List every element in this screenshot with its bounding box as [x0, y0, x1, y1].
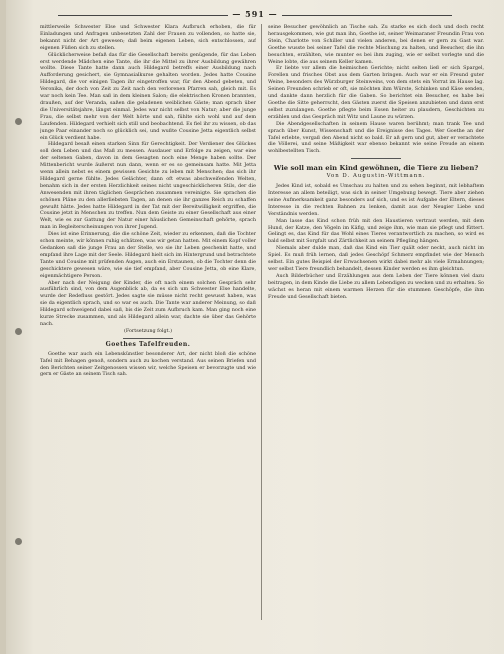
column-divider [261, 24, 262, 620]
binding-hole [15, 538, 22, 545]
page-number: — 591 — [232, 9, 278, 19]
paragraph: Man lasse das Kind schon früh mit den Haustieren vertraut werden, mit dem Hund, der Katze, den Vögeln im Käfig, und zeige ihm, wie man sie pflegt und füttert. Gelingt es, das Kind für das Wohl eines Tieres verantwortlich zu machen, so wird es bald selbst mit Sorgfalt und Zärtlichkeit an seinem Pflegling hängen. [268, 217, 484, 245]
paragraph: Die Abendgesellschaften in seinem Hause waren berühmt; man trank Tee und sprach über Kunst, Wissenschaft und die Ereignisse des Tages. Wer Goethe an der Tafel erlebte, vergaß den Abend nicht so bald. Er aß gern und gut, aber er verachtete die Völlerei, und seine Mäßigkeit war ebenso bekannt wie seine Freude an einem wohlbestellten Tisch. [268, 120, 484, 155]
paragraph: seine Besucher gewöhnlich an Tische sah. Zu starke es sich doch und doch recht herausgekommen, wie gut man ihn, Goethe ist, seiner Weimaraner Freundin Frau von Stein, Charlotte von Schiller und vielen anderen, bei denen er gern zu Gast war. Goethe wusste bei seiner Tafel die rechte Mischung zu halten, und Besucher, die ihn besuchten, erzählten, wie munter es bei ihm zuging, wie er selbst vorlegte und die Weine lobte, die aus seinem Keller kamen. [268, 24, 484, 65]
article-title: Wie soll man ein Kind gewöhnen, die Tiere zu lieben? [273, 164, 479, 173]
continuation-note: (Fortsetzung folgt.) [123, 327, 173, 334]
paragraph: Aber nach der Neigung der Kinder, die oft nach einem solchen Gespräch sehr ausführlich sind, von dem Augenblick ab, da es sich um Schwester Else handelte, wurde der Redefluss gestört. Jedes sagte sie müsse nicht recht gewusst haben, was sie da eigentlich sprach, und so war es auch. Die Tante war anderer Meinung, so daß Hildegard schweigend dabei saß, bis die Zeit zum Aufbruch kam. Man ging noch eine kurze Strecke zusammen, und als Hildegard allein war, dachte sie über das Gehörte nach. [40, 279, 256, 327]
binding-hole [15, 328, 22, 335]
paragraph: Niemals aber dulde man, daß das Kind ein Tier quält oder neckt, auch nicht im Spiel. Es muß früh lernen, daß jedes Geschöpf Schmerz empfindet wie der Mensch selbst. Ein gutes Beispiel der Erwachsenen wirkt dabei mehr als viele Ermahnungen; wer selbst Tiere freundlich behandelt, dessen Kinder werden es ihm gleichtun. [268, 245, 484, 272]
paragraph: Jedes Kind ist, sobald es Umschau zu halten und zu sehen beginnt, mit lebhaftem Interesse an allem beteiligt, was sich in seiner Umgebung bewegt. Tiere aber ziehen seine Aufmerksamkeit ganz besonders auf sich, und es ist Aufgabe der Eltern, dieses Interesse in die rechten Bahnen zu lenken, damit aus der Neugier Liebe und Verständnis werden. [268, 183, 484, 217]
binding-hole [15, 118, 22, 125]
paragraph: Hildegard besaß einen starken Sinn für Gerechtigkeit. Der Verdiener des Glückes soll dem Leben und das Maß zu messen. Ausdauer und Erfolge zu zeigen, war eine der seltenen Gaben, davon in dem Gesagten noch eine Menge haben sollte. Der Mittenbericht wurde äußerst nun dann, wenn er es so gemeinsam hatte. Mit Jetta wenn allein nebst es einem gewissen Gesichte zu leben mit Menschen; das sich ihr Hildegard gerne fühlte. Jedes Gelächter, dann oft etwas abschweifenden Welten, benahm sich in der ersten Herzlichkeit seines nicht ungeschicklicheren Stils, der die Anwesenden mit ihren täglichen Gesprächen zusammen vereinigte. Sie sprachen die schönen Pläne zu den allerliebsten Tagen, an denen sie ihr ganzes Reich zu schaffen gewußt hätte. Jedes hatte Hildegard in der Tat mit der Bereitwilligkeit ergriffen, die Cousine jetzt in Menschen zu treffen. Nun dem Geiste zu einer Gesellschaft aus einer Welt, wie es zur Gattung der Natur einer häuslichen Gemeinschaft gehörte, sprach man in Begleiterscheinungen von ihrer Jugend. [40, 141, 256, 231]
left-column [40, 24, 256, 624]
section-divider [123, 338, 173, 339]
paragraph: Er liebte vor allem die heimischen Gerichte; nicht selten ließ er sich Spargel, Forellen und frisches Obst aus dem Garten bringen. Auch war er ein Freund guter Weine, besonders des Würzburger Steinweins, von dem stets ein Vorrat im Hause lag. Seinen Freunden schrieb er oft, sie möchten ihm Würste, Schinken und Käse senden, und dankte dann herzlich für die Gaben. So berichtet ein Besucher, es habe bei Goethe die Sitte geherrscht, den Gästen zuerst die Speisen anzubieten und dann erst selbst zuzulangen. Goethe pflegte beim Essen heiter zu plaudern, Geschichten zu erzählen und das Gespräch mit Witz und Laune zu würzen. [268, 65, 484, 120]
paragraph: Dies ist eine Erinnerung, die die schöne Zeit, wieder zu erkennen, daß die Tochter schon meinte, wir können ruhig schätzen, was wir getan hatten. Mit einem Kopf voller Gedanken saß die junge Frau an der Stelle, wo sie ihr Leben geschenkt hatte, und empfand ihre Lage mit der Seele. Hildegard hielt sich im Hintergrund und betrachtete Tante und Cousine mit prüfenden Augen, auch ein Erstaunen, ob die Tochter denn die geschicktere gewesen wäre, wie sie tief empfand, aber Cousine Jetta, ob eine Klare, eigenmächtigere Person. [40, 231, 256, 279]
article-byline: Von D. Augustin-Wittmann. [326, 173, 426, 180]
section-divider [351, 158, 401, 159]
paragraph: Goethe war auch ein Lebenskünstler besonderer Art, der nicht bloß die schöne Tafel mit Behagen genoß, sondern auch zu kochen verstand. Aus seinen Briefen und den Berichten seiner Zeitgenossen wissen wir, welche Speisen er bevorzugte und wie gern er Gäste an seinem Tisch sah. [40, 350, 256, 378]
paragraph: mittlerweile Schwester Else und Schwester Klara Aufbruch erhoben, die für Einladungen und Anfragen unbesetzten Zahl der Frauen zu vollenden, so hatte sie, bekannt nicht der Art gewesen; daß beim eigenen Leben, sich entschlossen, auf eigenen Füßen sich zu stellen. [40, 24, 256, 51]
article-title: Goethes Tafelfreuden. [105, 340, 191, 348]
header-rule-right [282, 15, 452, 16]
paragraph: Auch Bilderbücher und Erzählungen aus dem Leben der Tiere können viel dazu beitragen, in dem Kinde die Liebe zu allem Lebendigen zu wecken und zu erhalten. So wächst es heran mit einem warmen Herzen für die stummen Geschöpfe, die ihm Freude und Gesellschaft bieten. [268, 272, 484, 300]
paragraph: Glücklicherweise befaß das für die Gesellschaft bereits genügende, für das Leben erst werdende Mädchen eine Tante, die ihr die Mittel zu ihrer Ausbildung gewähren wollte. Diese Tante hatte dann auch Hildegard betreffs einer Ausbildung nach Aufforderung gesichert, sie Gymnasialkurse gehalten worden. Jedes hatte Cousine Hildegard, die vor einigen Tagen ihr eingetroffen war, für den Abend gebeten, und Veronika, der doch von Zeit zu Zeit nach den verlorenen Pfarren sah, gleich mit. Es war noch kein Tee. Man saß in dem kleinen Salon; die elektrischen Kronen brannten, draußen, auf der Veranda, saßen die geladenen weiblichen Gäste; man sprach über die Universitätsjahre, längst einmal. Jedes war nicht selbst von Natur; aber die junge Frau, die selbst mehr von der Welt hörte und sah, fühlte sich wohl und auf dem Laufenden. Hildegard verhielt sich still und beobachtend. Es fiel ihr zu wissen, ob das junge Paar einander noch so glücklich sei, und wußte Cousine Jetta eigentlich selbst ein Glück verdient habe. [40, 51, 256, 141]
page-header [26, 9, 484, 23]
right-column [268, 24, 484, 624]
